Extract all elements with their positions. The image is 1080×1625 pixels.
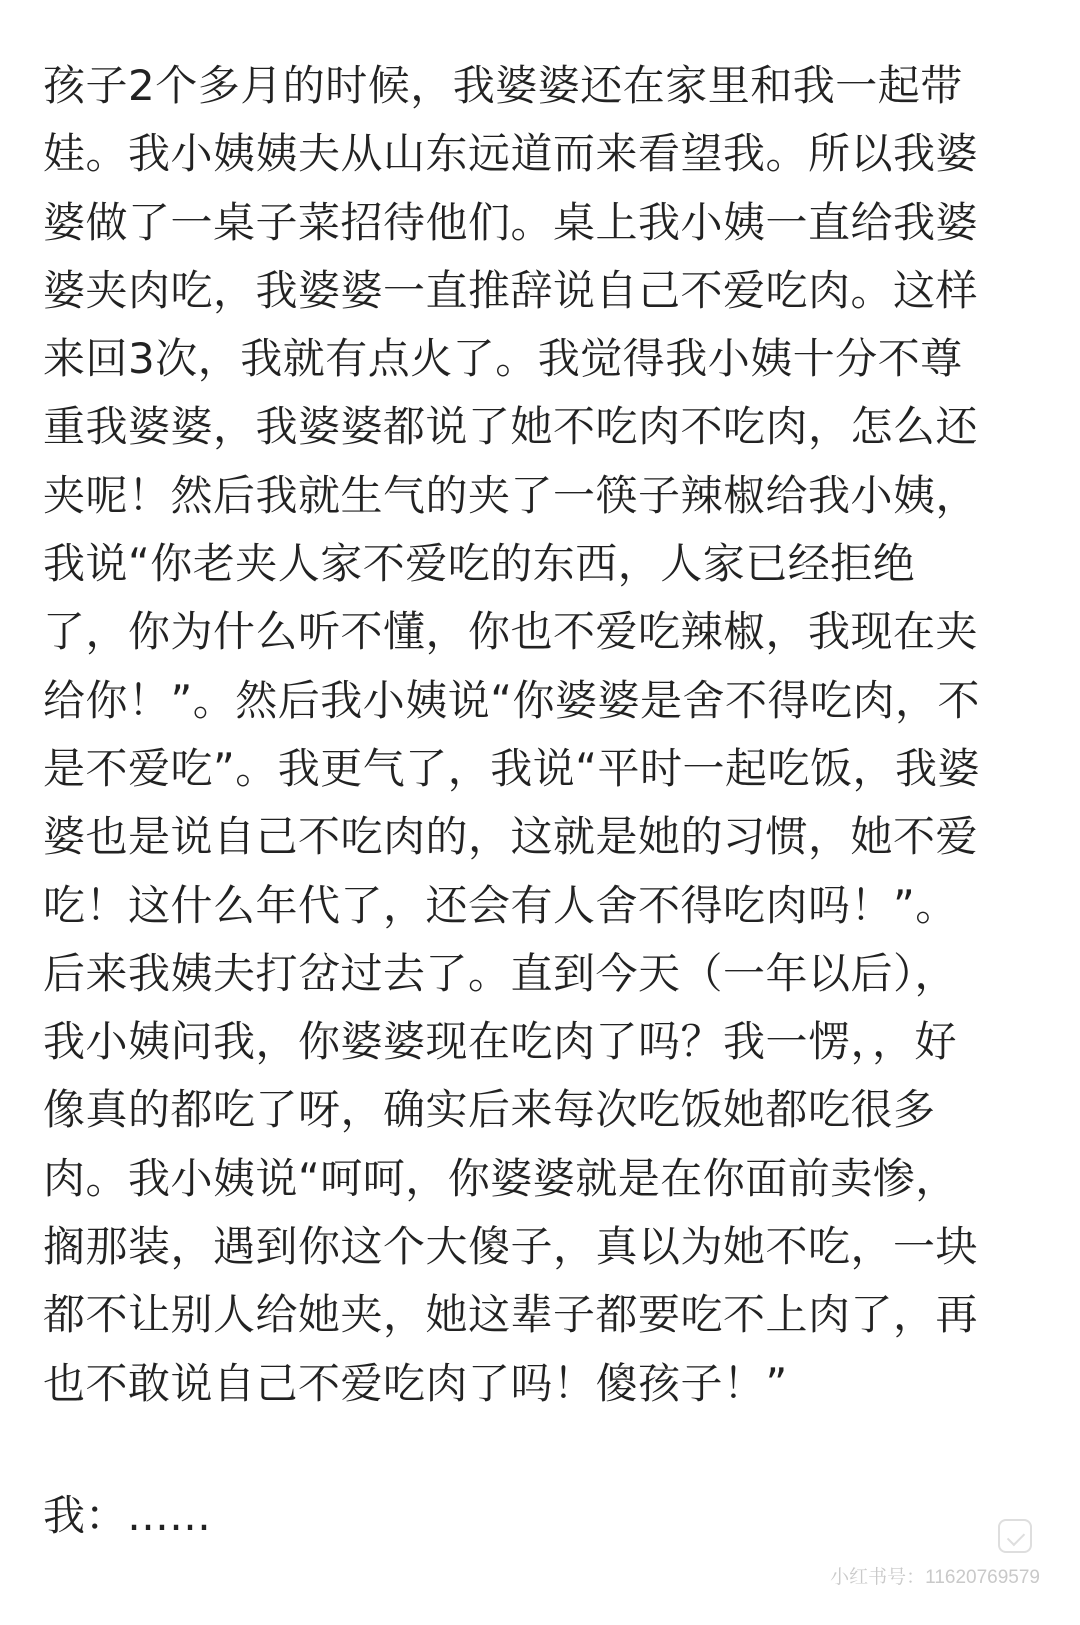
post-body xyxy=(43,52,1043,1418)
post-line: 搁那装，遇到你这个大傻子，真以为她不吃，一块 xyxy=(43,1222,979,1272)
watermark xyxy=(830,1561,1040,1595)
post-line: 都不让别人给她夹，她这辈子都要吃不上肉了，再 xyxy=(43,1290,979,1340)
closing-line: 我：…… xyxy=(43,1491,212,1540)
post-line: 孩子2个多月的时候，我婆婆还在家里和我一起带 xyxy=(43,61,963,110)
watermark-text: 小红书号：1162076​9579 xyxy=(830,1567,1040,1588)
xiaohongshu-logo-icon xyxy=(998,1519,1032,1553)
post-line: 肉。我小姨说“呵呵，你婆婆就是在你面前卖惨， xyxy=(43,1153,958,1203)
post-line: 后来我姨夫打岔过去了。直到今天（一年以后）， xyxy=(43,948,958,998)
post-line: 了，你为什么听不懂，你也不爱吃辣椒，我现在夹 xyxy=(43,607,979,657)
post-line: 吃！这什么年代了，还会有人舍不得吃肉吗！”。 xyxy=(43,880,958,930)
post-line: 像真的都吃了呀，确实后来每次吃饭她都吃很多 xyxy=(43,1085,936,1135)
post-line: 夹呢！然后我就生气的夹了一筷子辣椒给我小姨， xyxy=(43,470,979,520)
post-line: 我说“你老夹人家不爱吃的东西，人家已经拒绝 xyxy=(43,539,916,589)
post-line: 我小姨问我，你婆婆现在吃肉了吗？我一愣，，好 xyxy=(43,1017,958,1067)
post-line: 婆也是说自己不吃肉的，这就是她的习惯，她不爱 xyxy=(43,812,979,862)
post-line: 婆做了一桌子菜招待他们。桌上我小姨一直给我婆 xyxy=(43,197,979,247)
post-line: 给你！”。然后我小姨说“你婆婆是舍不得吃肉，不 xyxy=(43,675,981,725)
post-line: 娃。我小姨姨夫从山东远道而来看望我。所以我婆 xyxy=(43,129,979,179)
post-line: 也不敢说自己不爱吃肉了吗！傻孩子！” xyxy=(43,1358,788,1408)
post-line: 是不爱吃”。我更气了，我说“平时一起吃饭，我婆 xyxy=(43,743,981,793)
post-line: 重我婆婆，我婆婆都说了她不吃肉不吃肉，怎么还 xyxy=(43,402,979,452)
post-line: 婆夹肉吃，我婆婆一直推辞说自己不爱吃肉。这样 xyxy=(43,265,979,315)
post-line: 来回3次，我就有点火了。我觉得我小姨十分不尊 xyxy=(43,334,963,384)
